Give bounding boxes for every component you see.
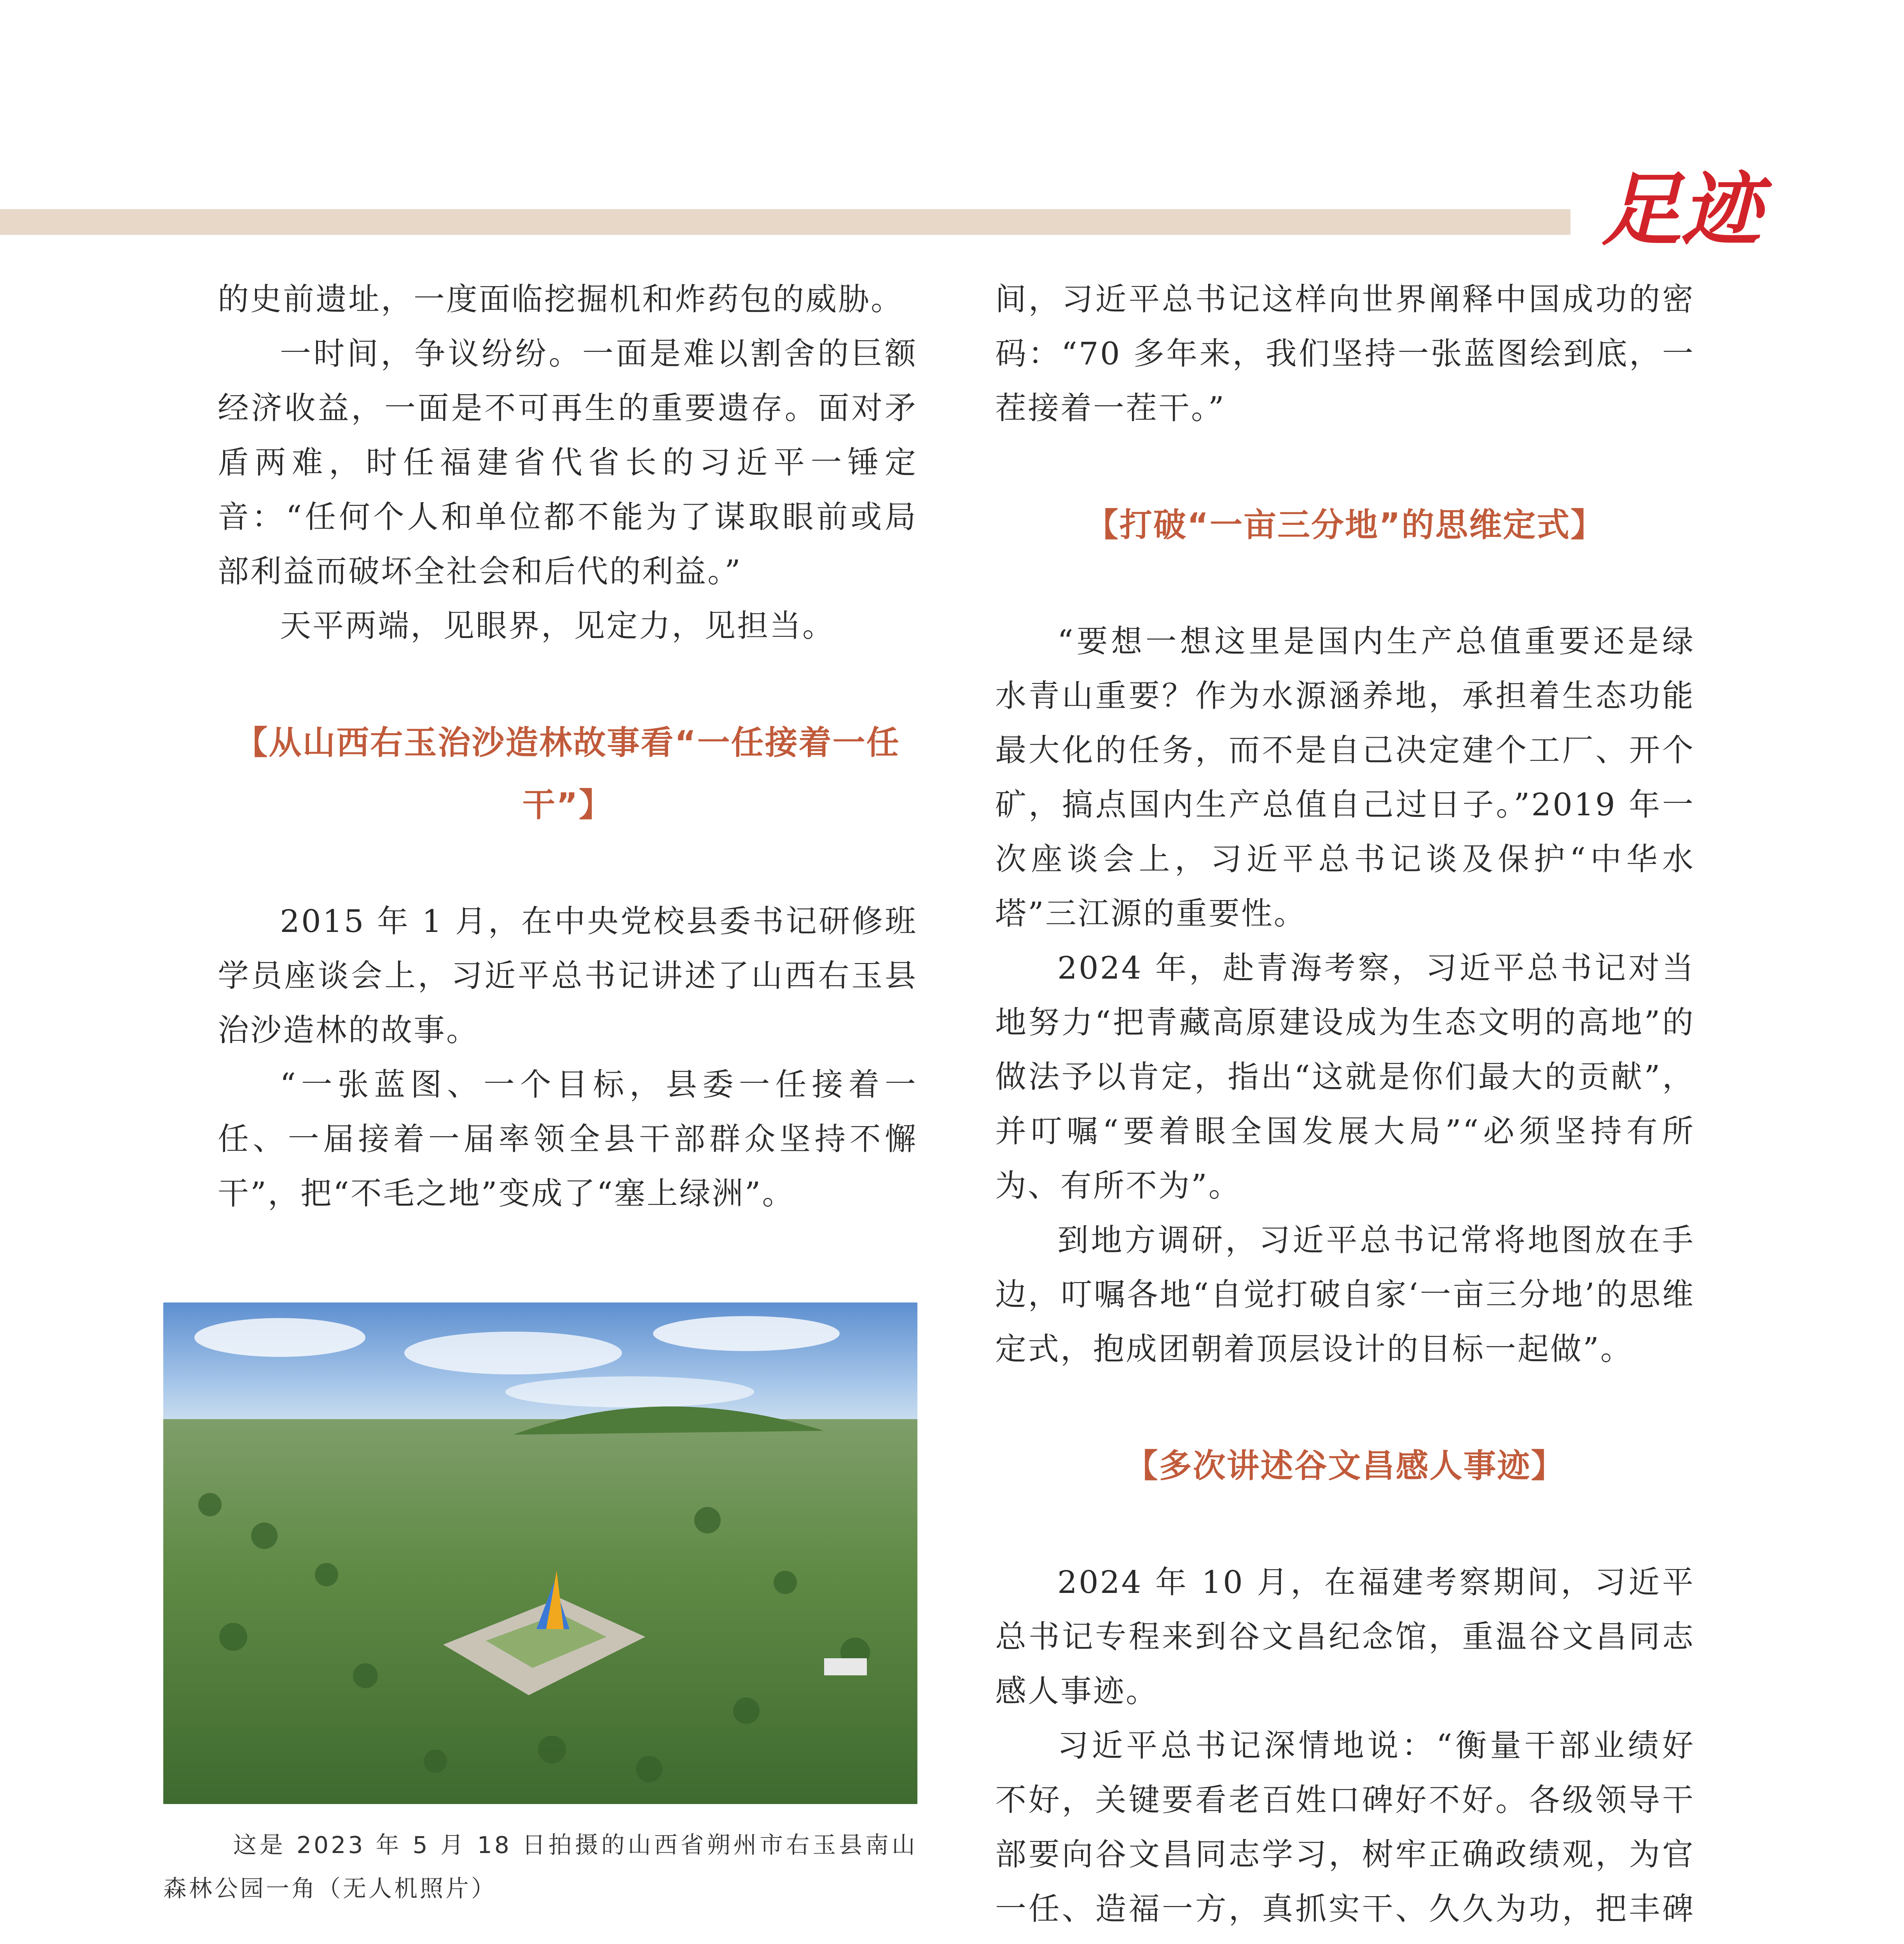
paragraph: “一张蓝图、一个目标，县委一任接着一任、一届接着一届率领全县干部群众坚持不懈干”，把“不毛之地”变成了“塞上绿洲”。 <box>218 1066 917 1212</box>
magazine-logo: 足迹 <box>1602 163 1761 257</box>
paragraph: “要想一想这里是国内生产总值重要还是绿水青山重要？作为水源涵养地，承担着生态功能最大化的任务，而不是自己决定建个工厂、开个矿，搞点国内生产总值自己过日子。”2019 年一次座谈会上，习近平总书记谈及保护“中华水塔”三江源的重要性。 <box>995 623 1695 932</box>
photo-caption: 这是 2023 年 5 月 18 日拍摄的山西省朔州市右玉县南山森林公园一角（无人机照片） <box>163 1832 917 1902</box>
paragraph: 2024 年，赴青海考察，习近平总书记对当地努力“把青藏高原建设成为生态文明的高地”的做法予以肯定，指出“这就是你们最大的贡献”，并叮嘱“要着眼全国发展大局”“必须坚持有所为、有所不为”。 <box>995 950 1695 1204</box>
paragraph: 间，习近平总书记这样向世界阐释中国成功的密码：“70 多年来，我们坚持一张蓝图绘到底，一茬接着一茬干。” <box>995 281 1695 426</box>
paragraph: 的史前遗址，一度面临挖掘机和炸药包的威胁。 <box>218 281 903 317</box>
paragraph: 习近平总书记深情地说：“衡量干部业绩好不好，关键要看老百姓口碑好不好。各级领导干部要向谷文昌同志学习，树牢正确政绩观，为官一任、造福一方，真抓实干、久久为功，把丰碑 <box>995 1727 1695 1927</box>
paragraph: 一时间，争议纷纷。一面是难以割舍的巨额经济收益，一面是不可再生的重要遗存。面对矛盾两难，时任福建省代省长的习近平一锤定音：“任何个人和单位都不能为了谋取眼前或局部利益而破坏全社会和后代的利益。” <box>218 336 917 589</box>
section-heading: 【多次讲述谷文昌感人事迹】 <box>1125 1447 1565 1485</box>
paragraph: 到地方调研，习近平总书记常将地图放在手边，叮嘱各地“自觉打破自家‘一亩三分地’的思维定式，抱成团朝着顶层设计的目标一起做”。 <box>995 1222 1695 1367</box>
right-column <box>995 272 1695 1944</box>
paragraph: 2015 年 1 月，在中央党校县委书记研修班学员座谈会上，习近平总书记讲述了山西右玉县治沙造林的故事。 <box>218 903 917 1048</box>
section-heading: 【从山西右玉治沙造林故事看“一任接着一任干”】 <box>235 724 900 824</box>
paragraph: 天平两端，见眼界，见定力，见担当。 <box>280 608 835 644</box>
forest-park-photo <box>163 1302 917 1804</box>
header-band <box>0 209 1570 235</box>
left-column <box>218 272 917 1221</box>
paragraph: 2024 年 10 月，在福建考察期间，习近平总书记专程来到谷文昌纪念馆，重温谷文昌同志感人事迹。 <box>995 1564 1695 1709</box>
section-heading: 【打破“一亩三分地”的思维定式】 <box>1085 506 1605 544</box>
